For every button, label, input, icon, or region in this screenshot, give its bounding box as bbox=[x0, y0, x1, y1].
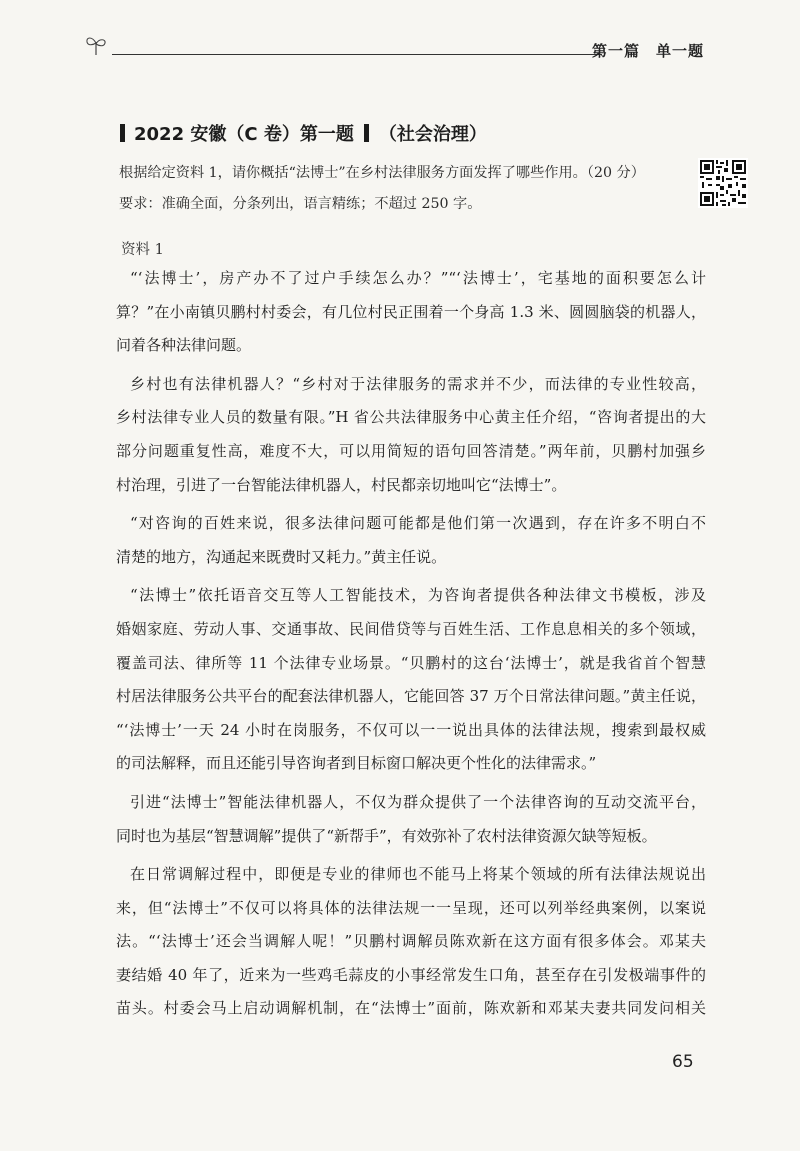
text-line: 部分问题重复性高，难度不大，可以用简短的语句回答清楚。”两年前，贝鹏村加强乡 bbox=[116, 441, 706, 460]
text-line: 引进“法博士”智能法律机器人，不仅为群众提供了一个法律咨询的互动交流平台， bbox=[130, 792, 706, 811]
text-line: “‘法博士’，房产办不了过户手续怎么办？”“‘法博士’，宅基地的面积要怎么计 bbox=[130, 269, 706, 287]
material-label: 资料 1 bbox=[121, 242, 164, 258]
text-line: 覆盖司法、律所等 11 个法律专业场景。“贝鹏村的这台‘法博士’，就是我省首个智慧 bbox=[116, 653, 706, 672]
text-line: 在日常调解过程中，即便是专业的律师也不能马上将某个领域的所有法律法规说出 bbox=[130, 865, 706, 884]
text-line: 婚姻家庭、劳动人事、交通事故、民间借贷等与百姓生活、工作息息相关的多个领域， bbox=[116, 619, 706, 638]
text-line: “对咨询的百姓来说，很多法律问题可能都是他们第一次遇到，存在许多不明白不 bbox=[130, 514, 706, 533]
title-topic: （社会治理） bbox=[378, 124, 487, 145]
title-bar-marker bbox=[364, 124, 369, 142]
paragraph bbox=[116, 507, 706, 574]
text-line: 同时也为基层“智慧调解”提供了“新帮手”，有效弥补了农村法律资源欠缺等短板。 bbox=[116, 826, 657, 845]
question-line: 根据给定资料 1，请你概括“法博士”在乡村法律服务方面发挥了哪些作用。（20 分） bbox=[119, 165, 645, 181]
title-bar-marker bbox=[120, 124, 125, 142]
text-line: 法。“‘法博士’还会当调解人呢！”贝鹏村调解员陈欢新在这方面有很多体会。邓某夫 bbox=[116, 932, 706, 951]
question-requirement: 要求：准确全面，分条列出，语言精练；不超过 250 字。 bbox=[119, 196, 482, 212]
section-title: 第一篇 单一题 bbox=[591, 42, 704, 60]
text-line: 村治理，引进了一台智能法律机器人，村民都亲切地叫它“法博士”。 bbox=[116, 475, 567, 494]
text-line: 妻结婚 40 年了，近来为一些鸡毛蒜皮的小事经常发生口角，甚至存在引发极端事件的 bbox=[116, 965, 706, 984]
text-line: 来，但“法博士”不仅可以将具体的法律法规一一呈现，还可以列举经典案例，以案说 bbox=[116, 898, 706, 917]
text-line: 苗头。村委会马上启动调解机制，在“法博士”面前，陈欢新和邓某夫妻共同发问相关 bbox=[116, 999, 706, 1018]
header-rule bbox=[112, 54, 602, 55]
paragraph bbox=[116, 858, 706, 1026]
text-line: 村居法律服务公共平台的配套法律机器人，它能回答 37 万个日常法律问题。”黄主任说， bbox=[116, 687, 706, 706]
page-number: 65 bbox=[672, 1052, 694, 1072]
text-line: “‘法博士’一天 24 小时在岗服务，不仅可以一一说出具体的法律法规，搜索到最权威 bbox=[116, 720, 706, 739]
text-line: 乡村也有法律机器人？“乡村对于法律服务的需求并不少，而法律的专业性较高， bbox=[130, 374, 706, 393]
text-line: “法博士”依托语音交互等人工智能技术，为咨询者提供各种法律文书模板，涉及 bbox=[130, 586, 706, 605]
paragraph bbox=[116, 786, 706, 853]
paragraph bbox=[116, 262, 706, 363]
leaf-sprout-icon bbox=[84, 34, 108, 60]
question-prompt bbox=[119, 158, 694, 220]
page-header bbox=[84, 30, 704, 66]
text-line: 清楚的地方，沟通起来既费时又耗力。”黄主任说。 bbox=[116, 547, 447, 566]
paragraph bbox=[116, 579, 706, 781]
text-line: 乡村法律专业人员的数量有限。”H 省公共法律服务中心黄主任介绍，“咨询者提出的大 bbox=[116, 408, 706, 427]
material-body bbox=[116, 262, 706, 1031]
qr-code-icon bbox=[698, 158, 748, 208]
paragraph bbox=[116, 368, 706, 502]
question-title bbox=[120, 120, 487, 146]
title-main: 2022 安徽（C 卷）第一题 bbox=[134, 124, 354, 145]
text-line: 问着各种法律问题。 bbox=[116, 336, 252, 355]
text-line: 算？”在小南镇贝鹏村村委会，有几位村民正围着一个身高 1.3 米、圆圆脑袋的机器人， bbox=[116, 302, 706, 321]
text-line: 的司法解释，而且还能引导咨询者到目标窗口解决更个性化的法律需求。” bbox=[116, 754, 597, 773]
